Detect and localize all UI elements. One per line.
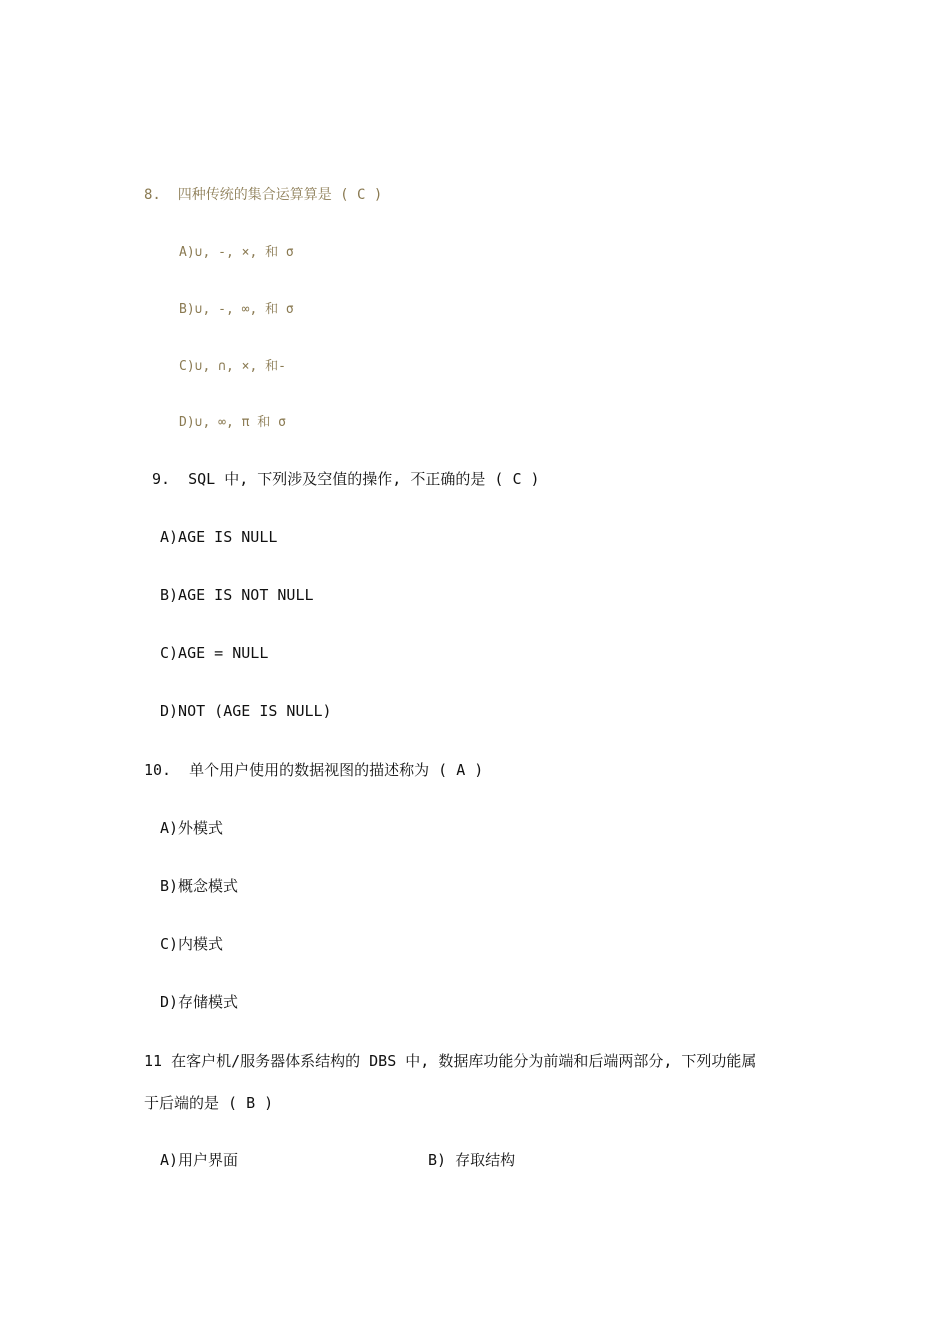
question-8-stem: 8. 四种传统的集合运算算是 ( C ) (144, 187, 383, 203)
question-11-stem-line-1: 11 在客户机/服务器体系结构的 DBS 中, 数据库功能分为前端和后端两部分, 下列功能属 (144, 1052, 757, 1070)
question-8-option-b: B)∪, -, ∞, 和 σ (179, 302, 294, 317)
question-8-option-d: D)∪, ∞, π 和 σ (179, 415, 286, 430)
question-10-stem: 10. 单个用户使用的数据视图的描述称为 ( A ) (144, 761, 484, 779)
question-9-option-a: A)AGE IS NULL (160, 528, 278, 546)
question-10-option-b: B)概念模式 (160, 877, 239, 895)
question-9-option-c: C)AGE = NULL (160, 644, 269, 662)
question-11-stem-line-2: 于后端的是 ( B ) (144, 1094, 274, 1112)
question-10-option-c: C)内模式 (160, 935, 224, 953)
question-9-option-b: B)AGE IS NOT NULL (160, 586, 314, 604)
question-10-option-a: A)外模式 (160, 819, 224, 837)
question-11-option-b: B) 存取结构 (428, 1151, 516, 1169)
question-8-option-c: C)∪, ∩, ×, 和- (179, 359, 286, 374)
question-8-option-a: A)∪, -, ×, 和 σ (179, 245, 294, 260)
question-11-option-a: A)用户界面 (160, 1151, 239, 1169)
question-9-option-d: D)NOT (AGE IS NULL) (160, 702, 332, 720)
question-10-option-d: D)存储模式 (160, 993, 239, 1011)
question-9-stem: 9. SQL 中, 下列涉及空值的操作, 不正确的是 ( C ) (152, 470, 540, 488)
